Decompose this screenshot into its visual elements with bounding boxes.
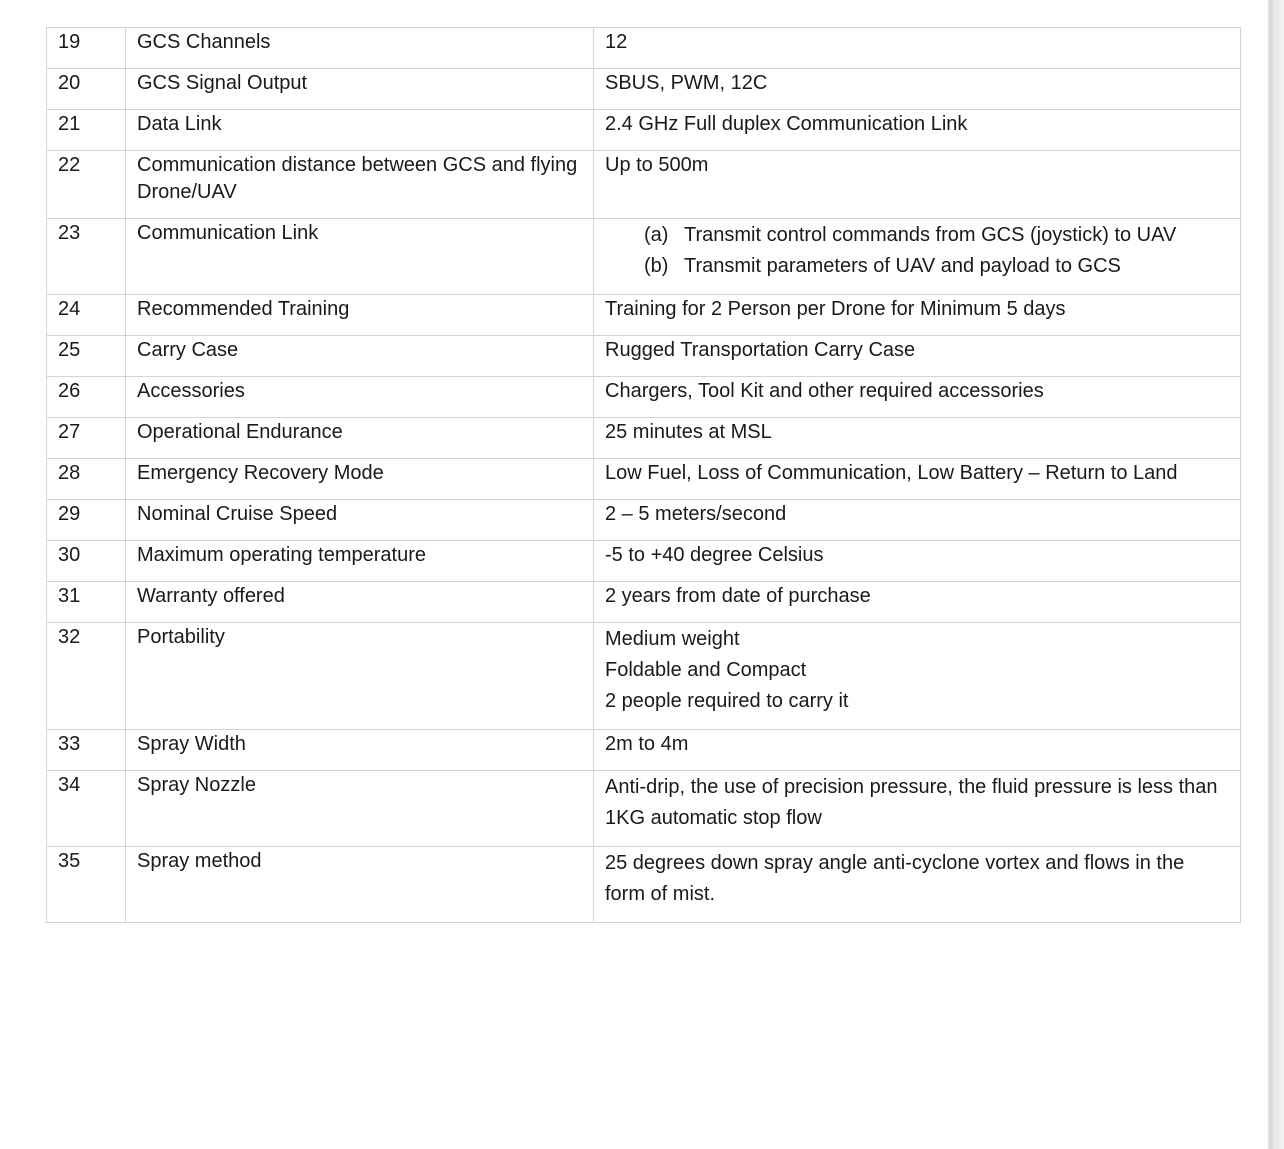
table-row [47, 69, 1241, 110]
table-row [47, 771, 1241, 847]
value-cell [594, 500, 1241, 541]
value-text: 2 people required to carry it [605, 690, 849, 712]
parameter-cell [126, 219, 594, 295]
value-list-item [605, 251, 1229, 282]
parameter-cell [126, 771, 594, 847]
table-row [47, 541, 1241, 582]
parameter-text: Operational Endurance [137, 421, 343, 443]
value-text: SBUS, PWM, 12C [605, 72, 768, 94]
table-row [47, 377, 1241, 418]
value-cell [594, 459, 1241, 500]
table-row [47, 28, 1241, 69]
row-number-cell: 35 [47, 847, 126, 923]
value-text: Low Fuel, Loss of Communication, Low Battery – Return to Land [605, 462, 1178, 484]
row-number-cell: 22 [47, 151, 126, 219]
row-number-cell: 21 [47, 110, 126, 151]
row-number-cell: 33 [47, 730, 126, 771]
parameter-cell [126, 582, 594, 623]
value-text: 25 minutes at MSL [605, 421, 772, 443]
value-text: 25 degrees down spray angle anti-cyclone vortex and flows in the [605, 852, 1185, 874]
parameter-cell [126, 110, 594, 151]
list-item-text: Transmit control commands from GCS (joystick) to UAV [684, 224, 1177, 246]
list-marker: (a) [644, 224, 669, 246]
table-row [47, 847, 1241, 923]
table-row [47, 336, 1241, 377]
value-cell [594, 110, 1241, 151]
value-text: 2 – 5 meters/second [605, 503, 787, 525]
parameter-cell [126, 459, 594, 500]
row-number-cell: 30 [47, 541, 126, 582]
parameter-cell [126, 623, 594, 730]
value-list-item [605, 220, 1229, 251]
parameter-text: Accessories [137, 380, 245, 402]
value-text: 1KG automatic stop flow [605, 807, 822, 829]
parameter-text: Portability [137, 626, 225, 648]
value-text: Chargers, Tool Kit and other required accessories [605, 380, 1044, 402]
parameter-cell [126, 295, 594, 336]
parameter-text: Communication distance between GCS and flying [137, 154, 578, 176]
value-text: form of mist. [605, 883, 716, 905]
value-cell [594, 151, 1241, 219]
parameter-text: Recommended Training [137, 298, 350, 320]
value-cell [594, 847, 1241, 923]
parameter-text: Communication Link [137, 222, 319, 244]
parameter-text: Maximum operating temperature [137, 544, 427, 566]
table-row [47, 418, 1241, 459]
value-cell [594, 28, 1241, 69]
row-number-cell: 34 [47, 771, 126, 847]
row-number-cell: 23 [47, 219, 126, 295]
specification-table-body [47, 28, 1241, 923]
parameter-text: GCS Signal Output [137, 72, 308, 94]
table-row [47, 219, 1241, 295]
row-number-cell: 19 [47, 28, 126, 69]
parameter-text: Spray Width [137, 733, 246, 755]
value-text: 12 [605, 31, 628, 53]
parameter-text: Spray Nozzle [137, 774, 256, 796]
value-cell [594, 730, 1241, 771]
parameter-text: Spray method [137, 850, 262, 872]
value-text: Anti-drip, the use of precision pressure, the fluid pressure is less than [605, 776, 1218, 798]
value-text: 2 years from date of purchase [605, 585, 871, 607]
parameter-cell [126, 377, 594, 418]
row-number-cell: 32 [47, 623, 126, 730]
value-cell [594, 69, 1241, 110]
parameter-cell [126, 336, 594, 377]
specification-table [46, 27, 1241, 923]
table-row [47, 582, 1241, 623]
table-row [47, 151, 1241, 219]
table-row [47, 500, 1241, 541]
parameter-text: Carry Case [137, 339, 239, 361]
value-cell [594, 295, 1241, 336]
table-row [47, 730, 1241, 771]
table-row [47, 459, 1241, 500]
value-cell [594, 623, 1241, 730]
parameter-cell [126, 500, 594, 541]
parameter-cell [126, 28, 594, 69]
value-cell [594, 541, 1241, 582]
row-number-cell: 20 [47, 69, 126, 110]
value-cell [594, 582, 1241, 623]
table-row [47, 110, 1241, 151]
parameter-cell [126, 151, 594, 219]
table-row [47, 623, 1241, 730]
value-cell [594, 418, 1241, 459]
value-cell [594, 336, 1241, 377]
value-text: 2.4 GHz Full duplex Communication Link [605, 113, 968, 135]
parameter-text: Warranty offered [137, 585, 285, 607]
parameter-text: GCS Channels [137, 31, 271, 53]
value-text: Foldable and Compact [605, 659, 807, 681]
value-text: -5 to +40 degree Celsius [605, 544, 824, 566]
value-text: Up to 500m [605, 154, 709, 176]
page-edge-shadow [1268, 0, 1284, 1149]
row-number-cell: 26 [47, 377, 126, 418]
table-row [47, 295, 1241, 336]
row-number-cell: 25 [47, 336, 126, 377]
row-number-cell: 27 [47, 418, 126, 459]
parameter-cell [126, 69, 594, 110]
row-number-cell: 24 [47, 295, 126, 336]
value-cell [594, 219, 1241, 295]
parameter-text: Nominal Cruise Speed [137, 503, 338, 525]
value-text: Medium weight [605, 628, 740, 650]
value-cell [594, 771, 1241, 847]
list-marker: (b) [644, 255, 669, 277]
value-text: Training for 2 Person per Drone for Minimum 5 days [605, 298, 1066, 320]
value-text: Rugged Transportation Carry Case [605, 339, 916, 361]
parameter-text: Emergency Recovery Mode [137, 462, 384, 484]
parameter-text: Drone/UAV [137, 181, 237, 203]
value-cell [594, 377, 1241, 418]
parameter-cell [126, 418, 594, 459]
value-text: 2m to 4m [605, 733, 689, 755]
parameter-text: Data Link [137, 113, 222, 135]
parameter-cell [126, 847, 594, 923]
parameter-cell [126, 730, 594, 771]
row-number-cell: 31 [47, 582, 126, 623]
row-number-cell: 29 [47, 500, 126, 541]
parameter-cell [126, 541, 594, 582]
row-number-cell: 28 [47, 459, 126, 500]
list-item-text: Transmit parameters of UAV and payload to GCS [684, 255, 1121, 277]
